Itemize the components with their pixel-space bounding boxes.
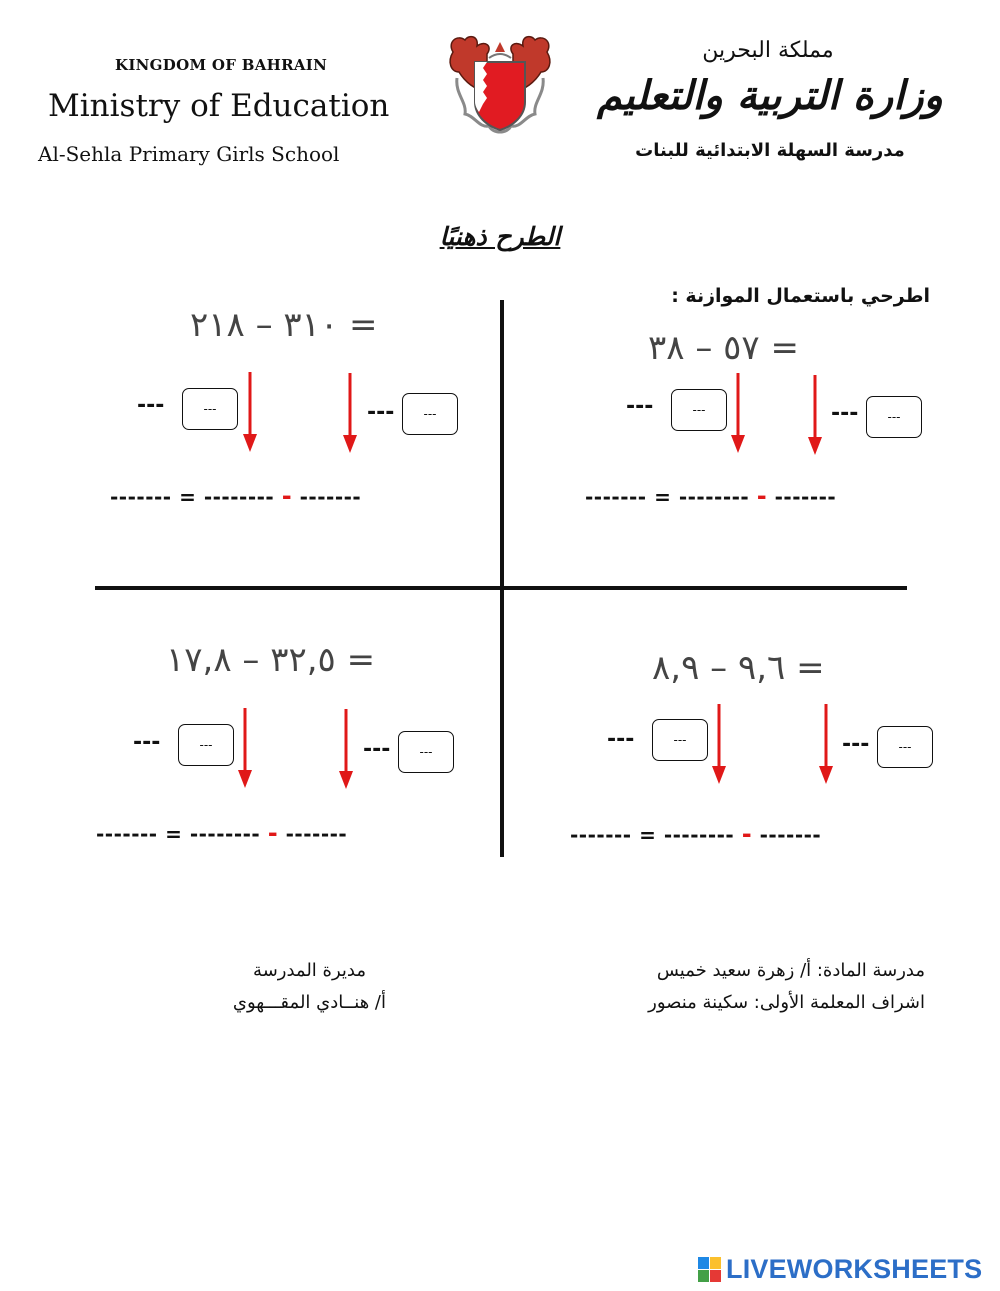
down-arrow-icon (731, 373, 745, 453)
vertical-divider (500, 300, 504, 857)
liveworksheets-logo-icon (698, 1257, 722, 1283)
header-ar-school: مدرسة السهلة الابتدائية للبنات (635, 140, 905, 161)
problem-4-left-box[interactable]: --- (178, 724, 234, 766)
problem-2-right-dash: --- (367, 400, 395, 425)
problem-1-equation: ٥٧ – ٣٨ = (648, 328, 799, 368)
bahrain-emblem-icon (445, 32, 555, 138)
down-arrow-icon (238, 708, 252, 788)
problem-2-left-dash: --- (137, 393, 165, 418)
supervisor: اشراف المعلمة الأولى: سكينة منصور (648, 992, 925, 1013)
down-arrow-icon (712, 704, 726, 784)
down-arrow-icon (808, 375, 822, 455)
header-en-school: Al-Sehla Primary Girls School (38, 142, 340, 166)
problem-4-right-box[interactable]: --- (398, 731, 454, 773)
problem-4-result-line[interactable]: ------- = -------- - ------- (96, 819, 348, 847)
problem-4-equation: ٣٢,٥ – ١٧,٨ = (166, 640, 376, 680)
down-arrow-icon (819, 704, 833, 784)
problem-3-left-box[interactable]: --- (652, 719, 708, 761)
down-arrow-icon (343, 373, 357, 453)
problem-1-left-box[interactable]: --- (671, 389, 727, 431)
problem-2-equation: ٣١٠ – ٢١٨ = (190, 305, 378, 345)
problem-1-left-dash: --- (626, 394, 654, 419)
problem-1-right-box[interactable]: --- (866, 396, 922, 438)
problem-2-result-line[interactable]: ------- = -------- - ------- (110, 482, 362, 510)
problem-3-result-line[interactable]: ------- = -------- - ------- (570, 820, 822, 848)
header-en-kingdom: KINGDOM OF BAHRAIN (115, 56, 328, 74)
down-arrow-icon (243, 372, 257, 452)
problem-4-left-dash: --- (133, 730, 161, 755)
subject-teacher: مدرسة المادة: أ/ زهرة سعيد خميس (656, 960, 925, 981)
problem-4-right-dash: --- (363, 737, 391, 762)
problem-1-result-line[interactable]: ------- = -------- - ------- (585, 482, 837, 510)
header-en-ministry: Ministry of Education (48, 88, 390, 124)
problem-3-equation: ٩,٦ – ٨,٩ = (652, 648, 825, 688)
problem-2-left-box[interactable]: --- (182, 388, 238, 430)
horizontal-divider (95, 586, 907, 590)
principal-title: مديرة المدرسة (253, 960, 366, 981)
liveworksheets-brand[interactable] (698, 1254, 982, 1285)
problem-1-right-dash: --- (831, 401, 859, 426)
problem-3-right-box[interactable]: --- (877, 726, 933, 768)
problem-2-right-box[interactable]: --- (402, 393, 458, 435)
brand-name: LIVEWORKSHEETS (726, 1254, 983, 1284)
instruction-text: اطرحي باستعمال الموازنة : (671, 285, 930, 307)
problem-3-right-dash: --- (842, 732, 870, 757)
header-ar-kingdom: مملكة البحرين (702, 38, 834, 63)
header-ar-ministry: وزارة التربية والتعليم (597, 72, 943, 119)
principal-name: أ/ هنــادي المقـــهوي (232, 992, 386, 1013)
page-title: الطرح ذهنيًا (439, 222, 561, 251)
problem-3-left-dash: --- (607, 727, 635, 752)
down-arrow-icon (339, 709, 353, 789)
